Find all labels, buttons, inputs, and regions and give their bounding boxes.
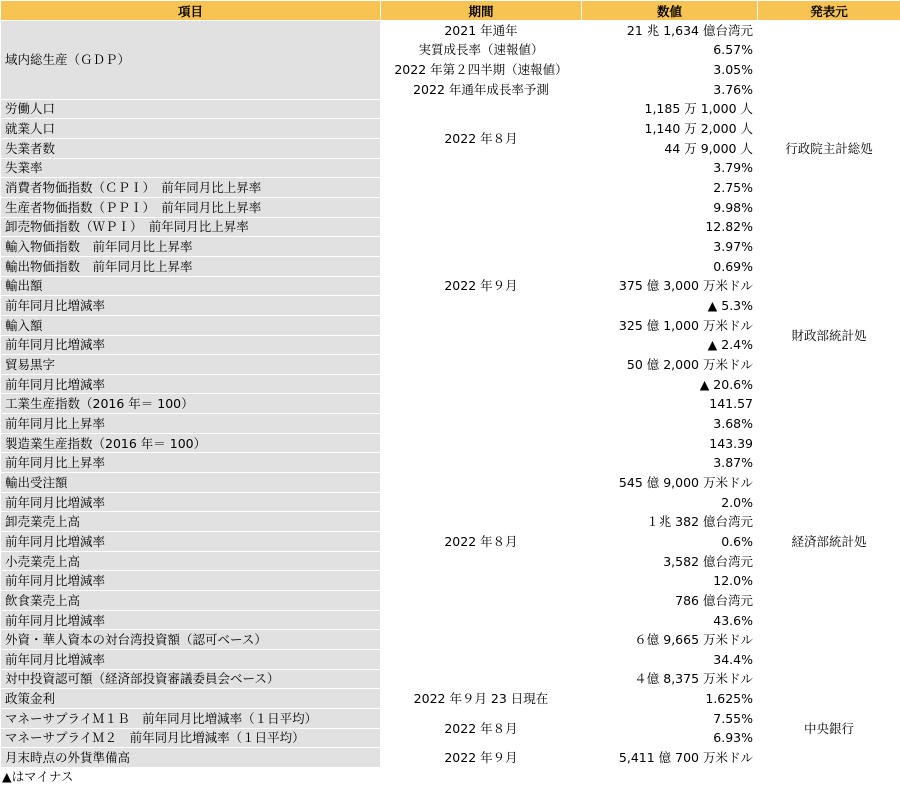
footnote: ▲はマイナス — [2, 769, 74, 784]
row-label: 失業者数 — [1, 138, 381, 158]
row-label: 消費者物価指数（ＣＰＩ） 前年同月比上昇率 — [1, 178, 381, 198]
row-value: ４億 8,375 万米ドル — [582, 669, 758, 689]
table-row — [1, 394, 900, 414]
row-value: 7.55% — [582, 708, 758, 728]
table-row — [1, 21, 900, 41]
row-value: 12.82% — [582, 217, 758, 237]
row-value: 3.76% — [582, 79, 758, 99]
row-value: 34.4% — [582, 650, 758, 670]
row-label: 輸入額 — [1, 315, 381, 335]
row-label: 卸売物価指数（ＷＰＩ） 前年同月比上昇率 — [1, 217, 381, 237]
table-row — [1, 689, 900, 709]
row-label: 生産者物価指数（ＰＰＩ） 前年同月比上昇率 — [1, 197, 381, 217]
row-label: マネーサプライＭ１Ｂ 前年同月比増減率（１日平均） — [1, 708, 381, 728]
row-period: 2022 年第２四半期（速報値） — [381, 60, 582, 80]
row-label: 前年同月比増減率 — [1, 335, 381, 355]
row-label: 卸売業売上高 — [1, 512, 381, 532]
row-label: 前年同月比増減率 — [1, 650, 381, 670]
row-period: 2022 年９月 23 日現在 — [381, 689, 582, 709]
row-label: 域内総生産（ＧＤＰ） — [1, 21, 381, 100]
row-value: ▲ 2.4% — [582, 335, 758, 355]
row-label: 貿易黒字 — [1, 355, 381, 375]
row-value: 44 万 9,000 人 — [582, 138, 758, 158]
row-period: 2022 年通年成長率予測 — [381, 79, 582, 99]
row-period: 実質成長率（速報値） — [381, 40, 582, 60]
header-period: 期間 — [381, 1, 582, 21]
source-moea: 経済部統計処 — [758, 394, 900, 689]
row-label: 労働人口 — [1, 99, 381, 119]
row-label: 前年同月比増減率 — [1, 610, 381, 630]
row-value: 3,582 億台湾元 — [582, 551, 758, 571]
row-value: 9.98% — [582, 197, 758, 217]
row-label: 前年同月比上昇率 — [1, 414, 381, 434]
row-value: 50 億 2,000 万米ドル — [582, 355, 758, 375]
row-value: 21 兆 1,634 億台湾元 — [582, 21, 758, 41]
source-cbc: 中央銀行 — [758, 689, 900, 768]
row-value: 1,140 万 2,000 人 — [582, 119, 758, 139]
row-value: ▲ 5.3% — [582, 296, 758, 316]
row-value: 1.625% — [582, 689, 758, 709]
header-source: 発表元 — [758, 1, 900, 21]
row-label: 失業率 — [1, 158, 381, 178]
row-label: 前年同月比増減率 — [1, 296, 381, 316]
header-item: 項目 — [1, 1, 381, 21]
row-value: ６億 9,665 万米ドル — [582, 630, 758, 650]
row-value: ▲ 20.6% — [582, 374, 758, 394]
row-value: 786 億台湾元 — [582, 591, 758, 611]
source-mof: 財政部統計処 — [758, 276, 900, 394]
row-label: 前年同月比増減率 — [1, 532, 381, 552]
row-value: 5,411 億 700 万米ドル — [582, 748, 758, 768]
row-label: 対中投資認可額（経済部投資審議委員会ベース） — [1, 669, 381, 689]
row-label: 輸出額 — [1, 276, 381, 296]
row-value: 6.93% — [582, 728, 758, 748]
row-label: 就業人口 — [1, 119, 381, 139]
row-value: 3.87% — [582, 453, 758, 473]
row-value: 3.97% — [582, 237, 758, 257]
row-value: 3.68% — [582, 414, 758, 434]
row-value: 1,185 万 1,000 人 — [582, 99, 758, 119]
row-value: 141.57 — [582, 394, 758, 414]
row-value: １兆 382 億台湾元 — [582, 512, 758, 532]
row-period: 2022 年８月 — [381, 394, 582, 689]
row-period: 2022 年８月 — [381, 708, 582, 747]
row-label: 小売業売上高 — [1, 551, 381, 571]
header-value: 数値 — [582, 1, 758, 21]
row-value: 325 億 1,000 万米ドル — [582, 315, 758, 335]
row-value: 143.39 — [582, 433, 758, 453]
row-label: 政策金利 — [1, 689, 381, 709]
row-label: 前年同月比増減率 — [1, 571, 381, 591]
row-value: 43.6% — [582, 610, 758, 630]
row-label: 前年同月比増減率 — [1, 492, 381, 512]
row-value: 0.69% — [582, 256, 758, 276]
row-period: 2022 年９月 — [381, 178, 582, 394]
header-row — [1, 1, 900, 21]
row-label: 前年同月比上昇率 — [1, 453, 381, 473]
row-label: 工業生産指数（2016 年＝ 100） — [1, 394, 381, 414]
row-label: 製造業生産指数（2016 年＝ 100） — [1, 433, 381, 453]
row-value: 6.57% — [582, 40, 758, 60]
row-value: 545 億 9,000 万米ドル — [582, 473, 758, 493]
row-value: 12.0% — [582, 571, 758, 591]
row-label: 輸出物価指数 前年同月比上昇率 — [1, 256, 381, 276]
row-value: 3.05% — [582, 60, 758, 80]
row-period: 2022 年９月 — [381, 748, 582, 768]
row-label: 輸出受注額 — [1, 473, 381, 493]
row-label: マネーサプライＭ２ 前年同月比増減率（１日平均） — [1, 728, 381, 748]
row-label: 輸入物価指数 前年同月比上昇率 — [1, 237, 381, 257]
row-label: 月末時点の外貨準備高 — [1, 748, 381, 768]
row-label: 飲食業売上高 — [1, 591, 381, 611]
row-value: 2.75% — [582, 178, 758, 198]
row-value: 3.79% — [582, 158, 758, 178]
row-label: 前年同月比増減率 — [1, 374, 381, 394]
source-dgbas: 行政院主計総処 — [758, 21, 900, 277]
row-value: 2.0% — [582, 492, 758, 512]
row-period: 2021 年通年 — [381, 21, 582, 41]
row-value: 375 億 3,000 万米ドル — [582, 276, 758, 296]
row-label: 外資・華人資本の対台湾投資額（認可ベース） — [1, 630, 381, 650]
row-value: 0.6% — [582, 532, 758, 552]
row-period: 2022 年８月 — [381, 99, 582, 178]
